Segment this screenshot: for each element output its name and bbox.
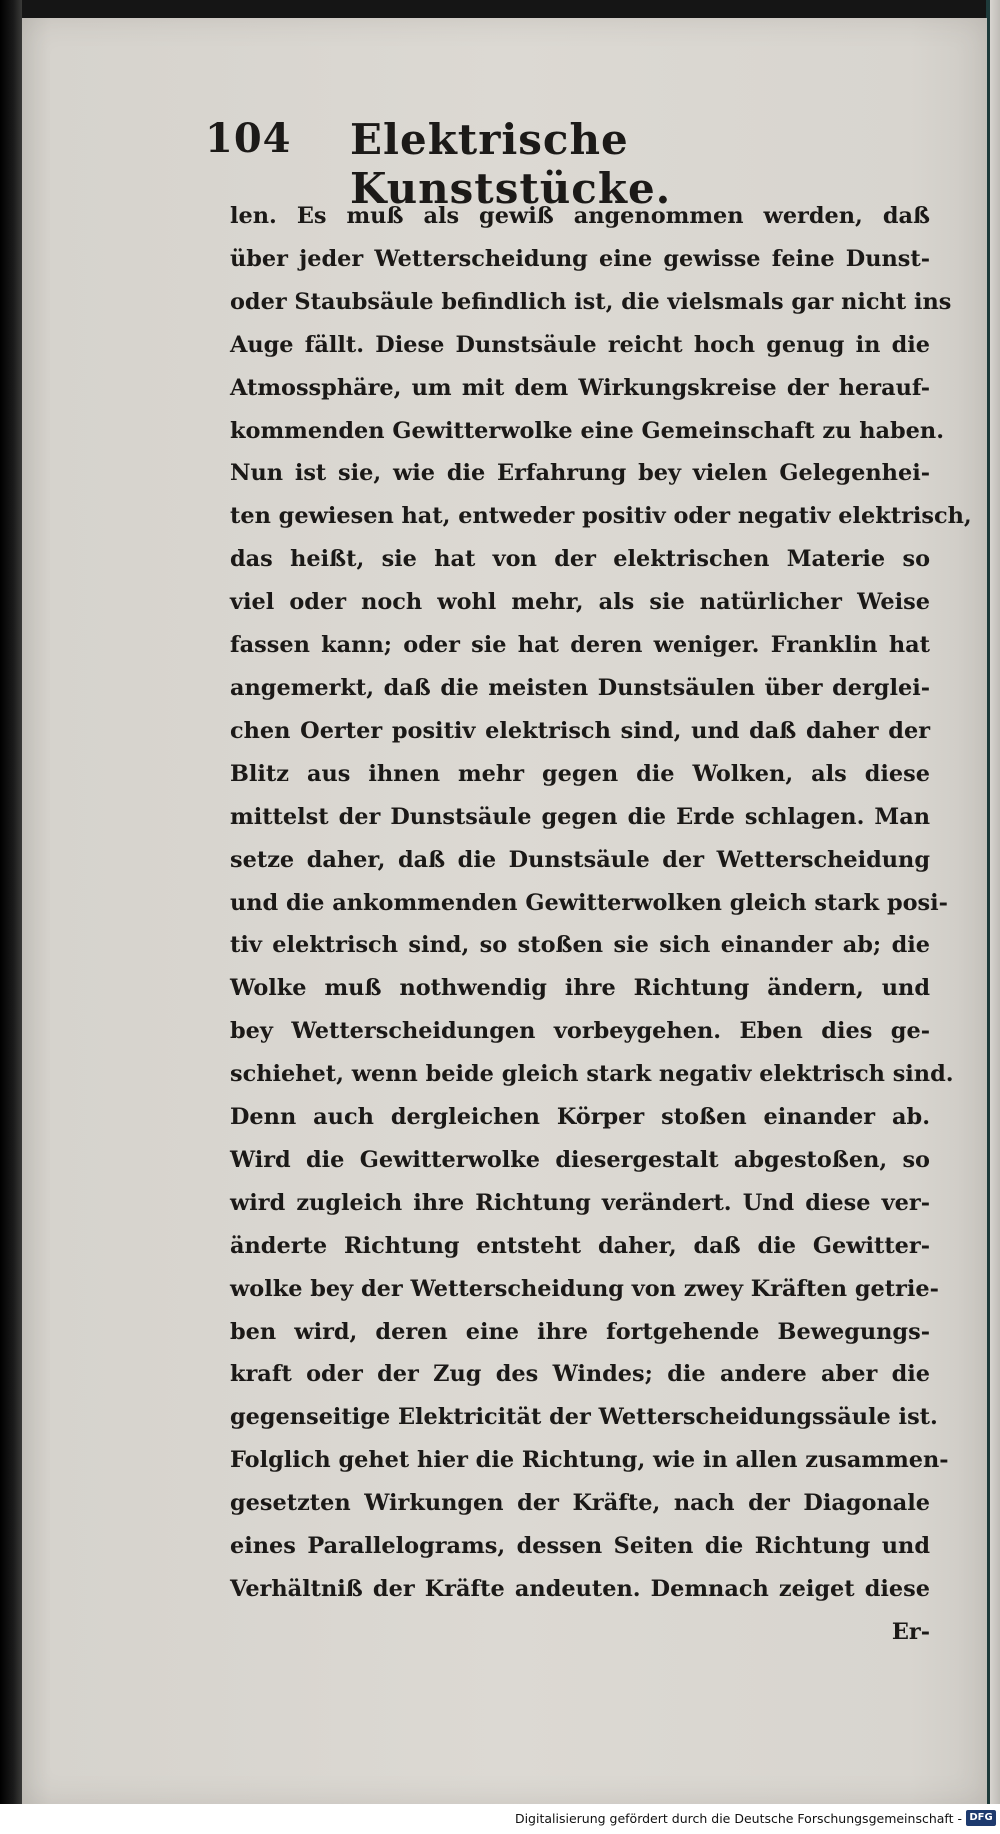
text-line: chen Oerter positiv elektrisch sind, und daß daher der xyxy=(230,717,930,744)
funding-credit: Digitalisierung gefördert durch die Deutsche Forschungsgemeinschaft - xyxy=(514,1811,962,1826)
text-line: das heißt, sie hat von der elektrischen Materie so xyxy=(230,546,930,573)
text-line: Wolke muß nothwendig ihre Richtung ändern, und xyxy=(230,975,930,1002)
text-line: ten gewiesen hat, entweder positiv oder negativ elektrisch, xyxy=(230,503,972,530)
text-line: len. Es muß als gewiß angenommen werden, daß xyxy=(230,203,930,229)
text-line: viel oder noch wohl mehr, als sie natürlicher Weise xyxy=(230,589,930,616)
text-line: wird zugleich ihre Richtung verändert. Und diese ver- xyxy=(230,1189,930,1216)
text-line: fassen kann; oder sie hat deren weniger. Franklin hat xyxy=(230,632,930,659)
text-line: bey Wetterscheidungen vorbeygehen. Eben dies ge- xyxy=(230,1018,930,1045)
running-title: Elektrische Kunststücke. xyxy=(350,115,672,213)
scan-background-left xyxy=(0,0,22,1834)
text-line: Nun ist sie, wie die Erfahrung bey vielen Gelegenhei- xyxy=(230,460,930,487)
catchword: Er- xyxy=(891,1618,930,1645)
scan-background-top xyxy=(0,0,1000,18)
text-line: gesetzten Wirkungen der Kräfte, nach der Diagonale xyxy=(230,1490,930,1517)
digitization-footer xyxy=(0,1804,1000,1834)
text-line: wolke bey der Wetterscheidung von zwey Kräften getrie- xyxy=(230,1275,939,1302)
dfg-logo: DFG xyxy=(966,1810,996,1826)
page-header xyxy=(205,115,805,213)
text-line: Wird die Gewitterwolke diesergestalt abgestoßen, so xyxy=(230,1146,930,1173)
text-line: setze daher, daß die Dunstsäule der Wetterscheidung xyxy=(230,846,930,873)
text-line: gegenseitige Elektricität der Wetterscheidungssäule ist. xyxy=(230,1404,938,1431)
text-line: Atmossphäre, um mit dem Wirkungskreise der herauf- xyxy=(230,374,930,401)
page-number: 104 xyxy=(205,115,292,162)
text-line: oder Staubsäule befindlich ist, die vielsmals gar nicht ins xyxy=(230,288,952,315)
text-line: änderte Richtung entsteht daher, daß die Gewitter- xyxy=(230,1232,930,1259)
text-line: Denn auch dergleichen Körper stoßen einander ab. xyxy=(230,1104,930,1131)
text-line: über jeder Wetterscheidung eine gewisse feine Dunst- xyxy=(230,245,930,272)
text-line: Auge fällt. Diese Dunstsäule reicht hoch genug in die xyxy=(230,331,930,358)
body-text xyxy=(230,195,972,1654)
text-line: ben wird, deren eine ihre fortgehende Bewegungs- xyxy=(230,1318,930,1345)
text-line: Verhältniß der Kräfte andeuten. Demnach zeiget diese xyxy=(230,1576,930,1602)
text-line: Folglich gehet hier die Richtung, wie in allen zusammen- xyxy=(230,1447,949,1474)
text-line: angemerkt, daß die meisten Dunstsäulen über derglei- xyxy=(230,674,930,701)
text-line: und die ankommenden Gewitterwolken gleich stark posi- xyxy=(230,889,948,916)
text-line: tiv elektrisch sind, so stoßen sie sich einander ab; die xyxy=(230,932,930,959)
text-line: schiehet, wenn beide gleich stark negativ elektrisch sind. xyxy=(230,1061,954,1088)
scan-background-right xyxy=(990,0,1000,1834)
text-line: mittelst der Dunstsäule gegen die Erde schlagen. Man xyxy=(230,803,930,830)
text-line: eines Parallelograms, dessen Seiten die Richtung und xyxy=(230,1533,930,1560)
text-line: kommenden Gewitterwolke eine Gemeinschaft zu haben. xyxy=(230,417,944,444)
text-line: Blitz aus ihnen mehr gegen die Wolken, als diese xyxy=(230,760,930,787)
text-line: kraft oder der Zug des Windes; die andere aber die xyxy=(230,1361,930,1388)
